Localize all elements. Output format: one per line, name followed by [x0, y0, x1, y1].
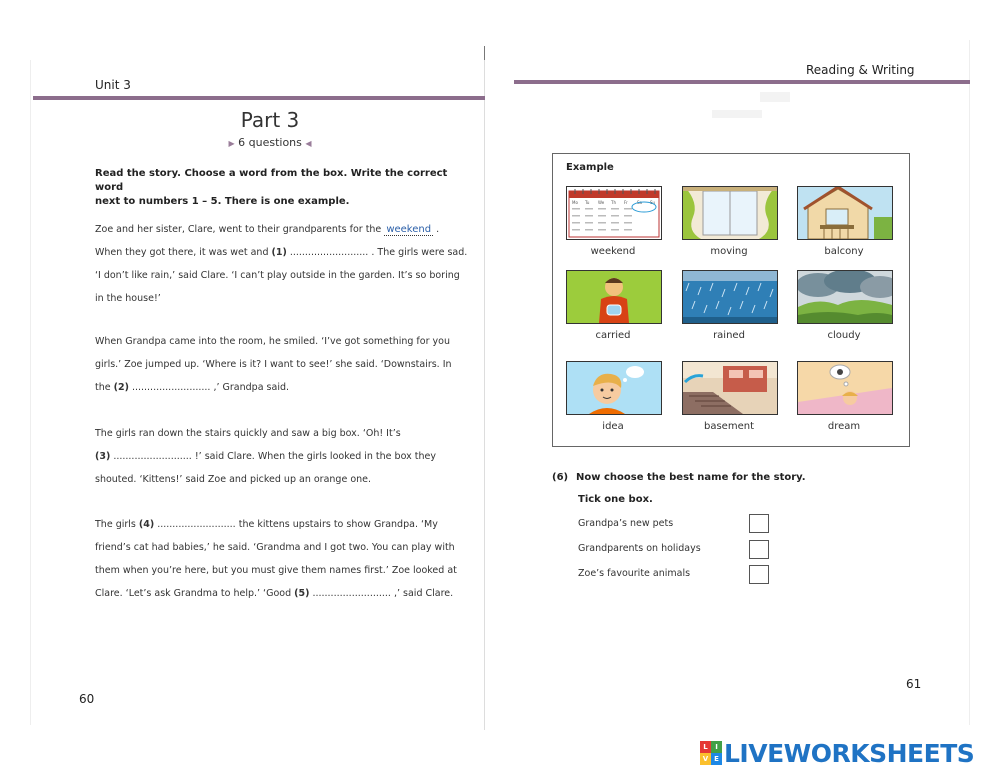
balcony-picture — [797, 186, 893, 240]
carried-picture — [566, 270, 662, 324]
calendar-day-label: Th — [611, 200, 616, 205]
logo-mark-icon — [700, 741, 722, 765]
liveworksheets-logo — [700, 738, 974, 768]
cloudy-picture — [797, 270, 893, 324]
logo-letter: L — [700, 741, 711, 753]
story-line: The girls ran down the stairs quickly and saw a big box. ‘Oh! It’s — [95, 428, 401, 439]
answer-gap-3[interactable]: .......................... !’ said Clare. When the girls looked in the box they — [110, 451, 436, 462]
word-caption: weekend — [590, 246, 636, 257]
answer-gap-2[interactable]: .......................... ,’ Grandpa said. — [128, 382, 290, 393]
option-checkbox-3[interactable] — [749, 565, 769, 584]
questions-count-text: 6 questions — [238, 136, 302, 149]
option-label: Zoe’s favourite animals — [578, 568, 691, 579]
story-text: Clare. ‘Let’s ask Grandma to help.’ ‘Good — [95, 588, 295, 599]
story-line: them when you’re here, but you must give them names first.’ Zoe looked at — [95, 565, 457, 576]
spine-mark — [484, 46, 485, 60]
triangle-right-icon: ▶ — [228, 139, 235, 148]
story-text: When they got there, it was wet and — [95, 247, 272, 258]
story-text: The girls — [95, 519, 139, 530]
example-answer: weekend — [386, 224, 432, 235]
word-caption: carried — [595, 330, 631, 341]
story-line — [95, 582, 455, 605]
option-checkbox-2[interactable] — [749, 540, 769, 559]
answer-gap-1[interactable]: .......................... . The girls were sad. — [286, 247, 468, 258]
tick-instruction: Tick one box. — [578, 494, 653, 505]
option-checkbox-1[interactable] — [749, 514, 769, 533]
moving-picture — [682, 186, 778, 240]
calendar-day-label: Mo — [572, 200, 578, 205]
header-rule-left — [33, 96, 485, 100]
story-line: When Grandpa came into the room, he smiled. ‘I’ve got something for you — [95, 336, 450, 347]
story-line — [95, 513, 455, 536]
example-label: Example — [566, 162, 614, 173]
unit-label: Unit 3 — [95, 78, 131, 92]
logo-letter: I — [711, 741, 722, 753]
right-page-edge — [969, 40, 970, 725]
story-line — [95, 376, 455, 399]
book-spine — [484, 50, 485, 730]
story-paragraph-4 — [95, 513, 455, 605]
question-6 — [552, 472, 806, 483]
gap-number-4: (4) — [138, 519, 155, 530]
page-number-right: 61 — [906, 677, 922, 691]
gap-number-3: (3) — [95, 451, 111, 462]
word-caption: rained — [713, 330, 745, 341]
questions-count — [180, 136, 360, 149]
instructions-line: next to numbers 1 – 5. There is one example. — [95, 196, 350, 207]
show-through-mark — [712, 110, 762, 118]
dream-picture — [797, 361, 893, 415]
rained-picture — [682, 270, 778, 324]
story-text: Zoe and her sister, Clare, went to their grandparents for the — [95, 224, 385, 235]
logo-letter: E — [711, 753, 722, 765]
instructions-line: Read the story. Choose a word from the box. Write the correct word — [95, 168, 448, 193]
calendar-day-label: Fr — [624, 200, 628, 205]
logo-letter: V — [700, 753, 711, 765]
gap-number-5: (5) — [294, 588, 310, 599]
word-caption: basement — [704, 421, 754, 432]
story-line: ‘I don’t like rain,’ said Clare. ‘I can’t play outside in the garden. It’s so boring — [95, 270, 460, 281]
question-6-number: (6) — [552, 472, 569, 483]
left-page-edge — [30, 60, 31, 725]
story-line — [95, 241, 468, 264]
option-label: Grandpa’s new pets — [578, 518, 674, 529]
word-caption: moving — [710, 246, 748, 257]
section-header: Reading & Writing — [806, 63, 915, 77]
word-caption: cloudy — [827, 330, 861, 341]
weekend-picture — [566, 186, 662, 240]
story-text: . — [433, 224, 440, 235]
part-title: Part 3 — [240, 108, 300, 132]
story-paragraph-3 — [95, 422, 455, 491]
story-text: the — [95, 382, 114, 393]
calendar-day-label: Sa — [637, 200, 642, 205]
gap-number-1: (1) — [271, 247, 287, 258]
page-number-left: 60 — [79, 692, 95, 706]
option-label: Grandparents on holidays — [578, 543, 701, 554]
calendar-day-label: We — [598, 200, 605, 205]
story-line: girls.’ Zoe jumped up. ‘Where is it? I want to see!’ she said. ‘Downstairs. In — [95, 359, 452, 370]
story-line: friend’s cat had babies,’ he said. ‘Grandma and I got two. You can play with — [95, 542, 455, 553]
instructions — [95, 167, 460, 209]
answer-gap-5[interactable]: .......................... ,’ said Clare. — [309, 588, 454, 599]
answer-gap-4[interactable]: .......................... the kittens upstairs to show Grandpa. ‘My — [154, 519, 438, 530]
calendar-day-label: Tu — [585, 200, 590, 205]
idea-picture — [566, 361, 662, 415]
story-paragraph-2 — [95, 330, 455, 399]
question-6-text: Now choose the best name for the story. — [576, 472, 806, 483]
story-paragraph-1 — [95, 218, 468, 310]
logo-text: LIVEWORKSHEETS — [724, 738, 975, 768]
story-line — [95, 445, 455, 468]
triangle-left-icon: ◀ — [305, 139, 312, 148]
word-caption: idea — [602, 421, 624, 432]
word-caption: dream — [827, 421, 861, 432]
header-rule-right — [514, 80, 970, 84]
word-caption: balcony — [824, 246, 864, 257]
show-through-mark — [760, 92, 790, 102]
story-line: shouted. ‘Kittens!’ said Zoe and picked up an orange one. — [95, 474, 372, 485]
gap-number-2: (2) — [113, 382, 129, 393]
story-line: in the house!’ — [95, 293, 161, 304]
story-line — [95, 218, 455, 241]
basement-picture — [682, 361, 778, 415]
calendar-day-label: Su — [650, 200, 656, 205]
